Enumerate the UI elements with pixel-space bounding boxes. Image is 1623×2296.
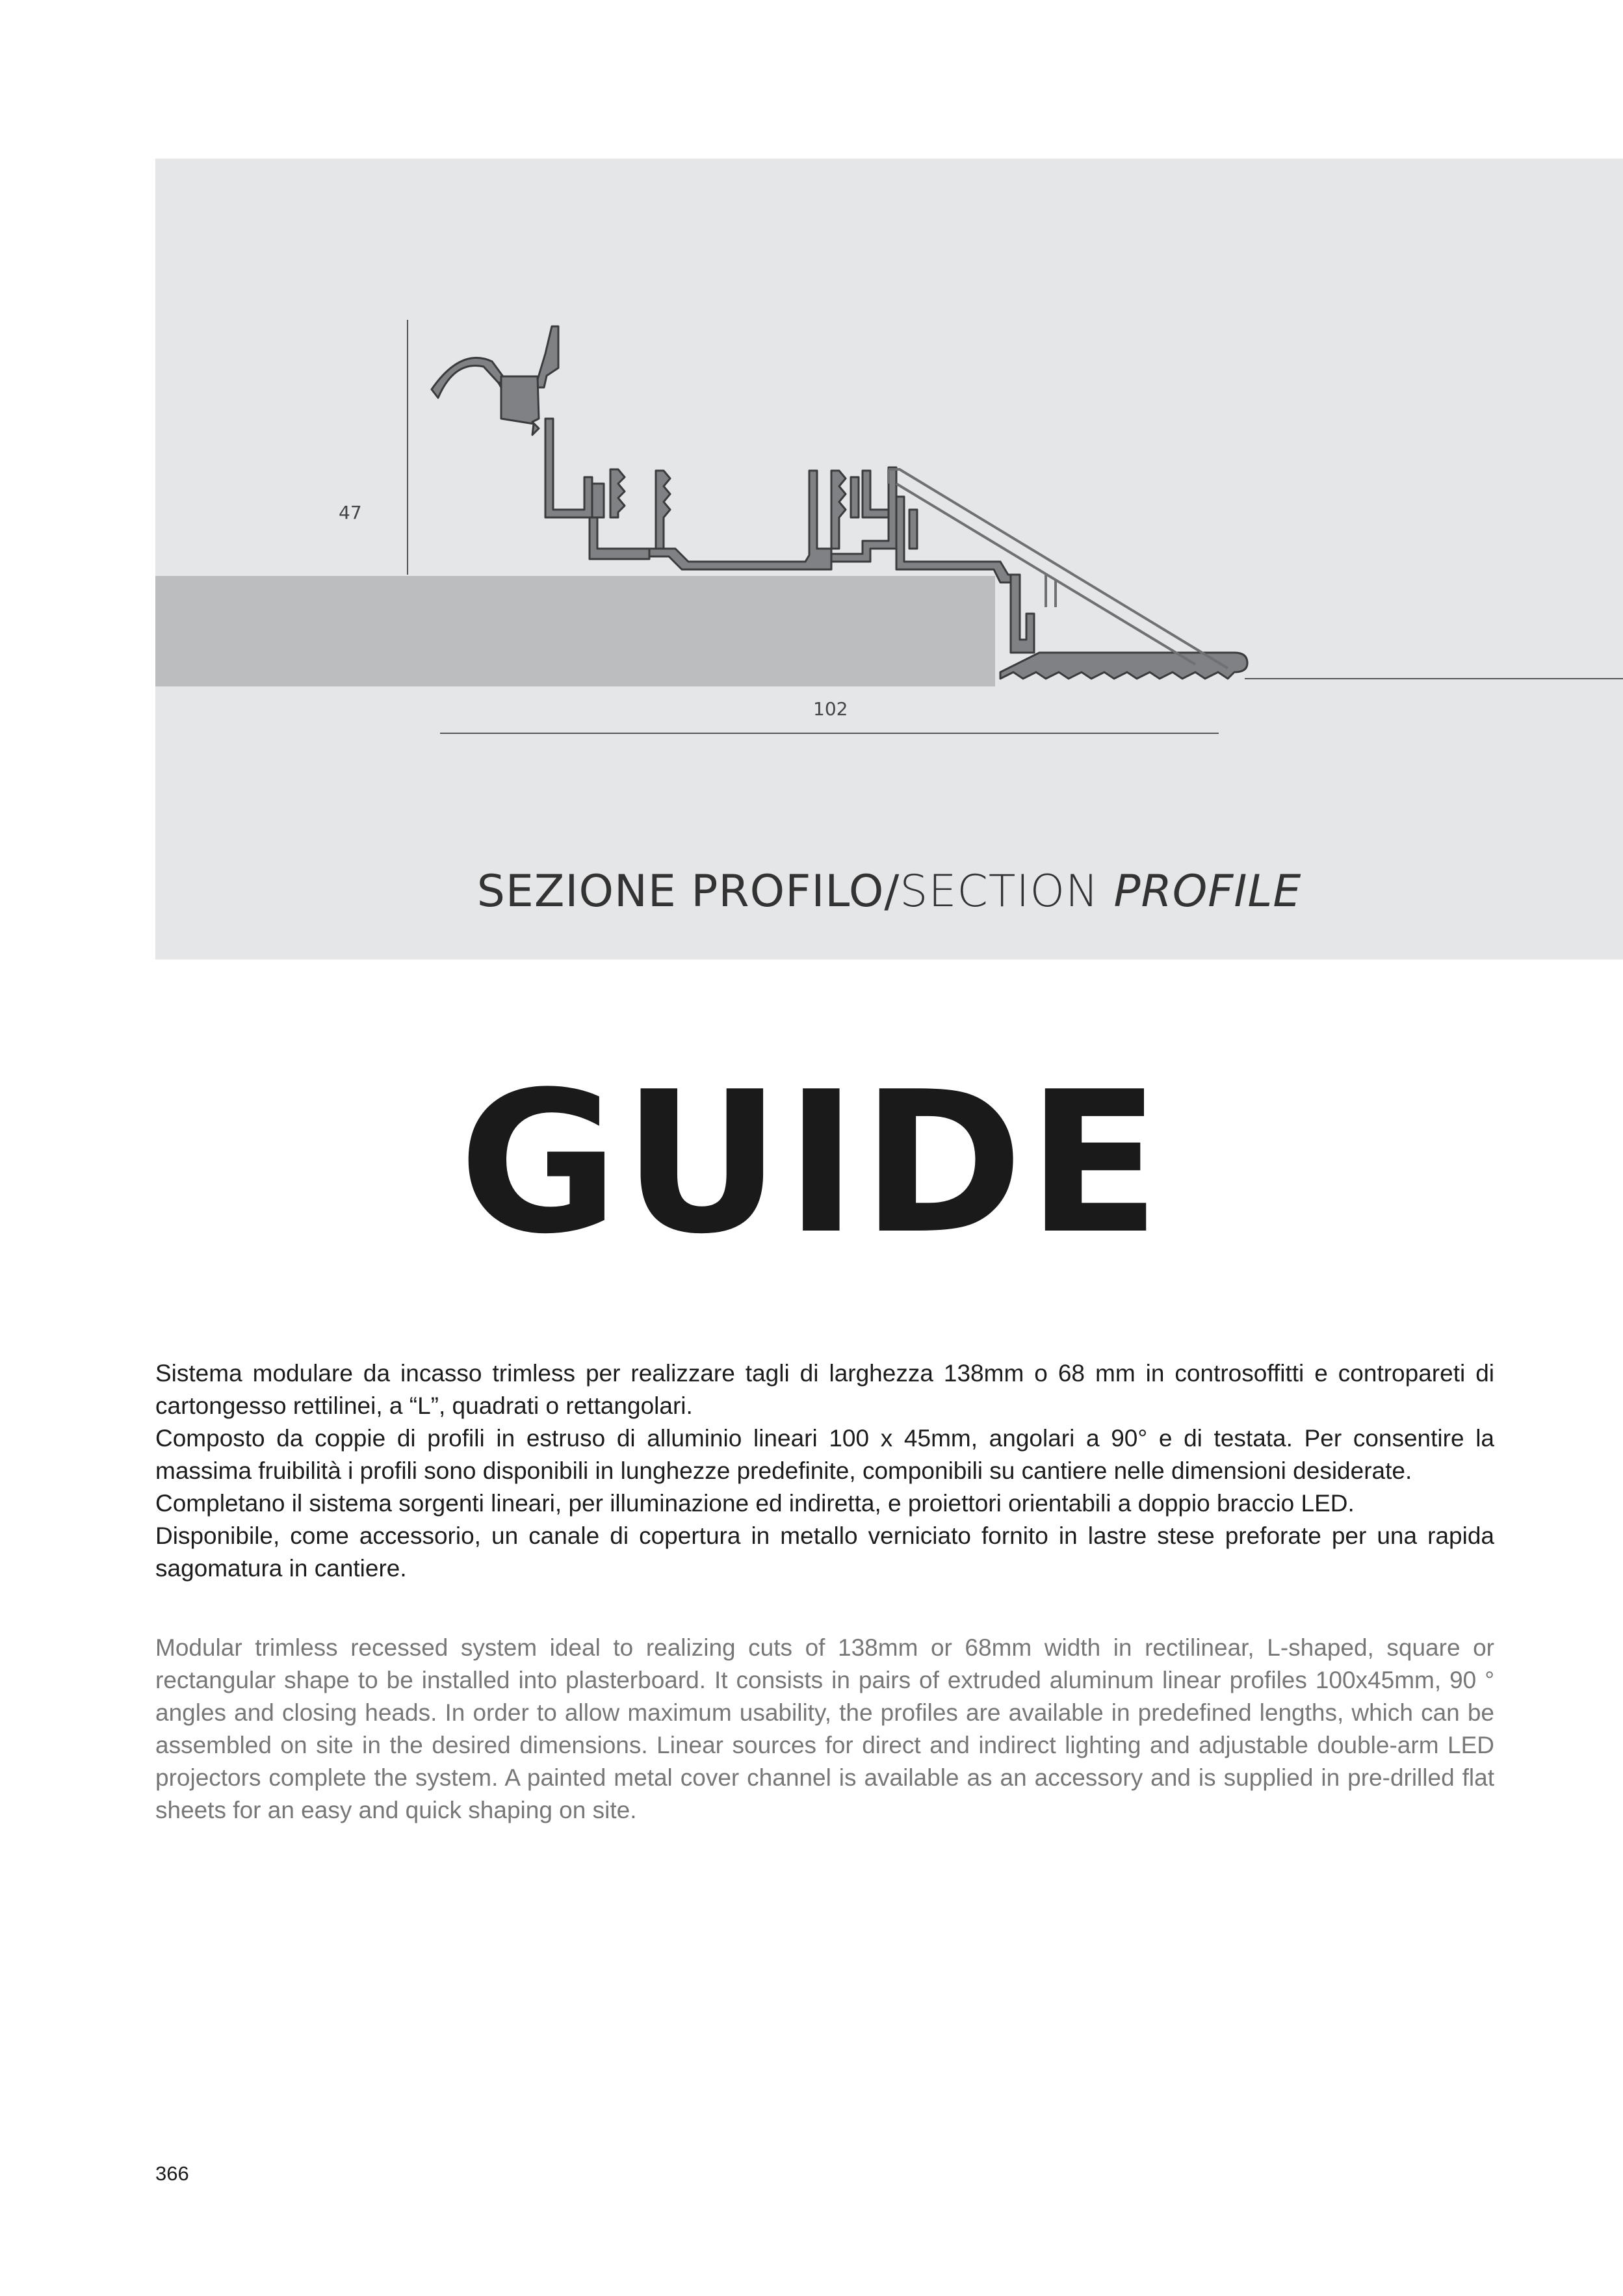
description-it-paragraph: Disponibile, come accessorio, un canale di copertura in metallo verniciato fornito in lastre stese preforate per una rapida sagomatura in cantiere. — [155, 1522, 1494, 1582]
plasterboard-block — [155, 576, 995, 686]
page-number: 366 — [155, 2162, 189, 2185]
description-english: Modular trimless recessed system ideal to realizing cuts of 138mm or 68mm width in rectilinear, L-shaped, square or rectangular shape to be installed into plasterboard. It consists in pairs of extruded aluminum linear profiles 100x45mm, 90 ° angles and closing heads. In order to allow maximum usability, the profiles are available in predefined lengths, which can be assembled on site in the desired dimensions. Linear sources for direct and indirect lighting and adjustable double-arm LED projectors complete the system. A painted metal cover channel is available as an accessory and is supplied in pre-drilled flat sheets for an easy and quick shaping on site. — [155, 1634, 1494, 1823]
description-it-paragraph: Sistema modulare da incasso trimless per realizzare tagli di larghezza 138mm o 68 mm in controsoffitti e contropareti di cartongesso rettilinei, a “L”, quadrati o rettangolari. — [155, 1360, 1494, 1419]
section-title-it: SEZIONE PROFILO — [476, 866, 885, 917]
description-italian — [155, 1357, 1494, 1585]
section-title-en: SECTION — [900, 866, 1114, 917]
section-profile-panel — [155, 159, 1623, 959]
width-dimension-label: 102 — [813, 698, 848, 720]
description-it-paragraph: Composto da coppie di profili in estruso di alluminio lineari 100 x 45mm, angolari a 90° e di testata. Per consentire la massima fruibilità i profili sono disponibili in lunghezze predefinite, componibili su cantiere nelle dimensioni desiderate. — [155, 1425, 1494, 1484]
page-title: GUIDE — [458, 1050, 1165, 1277]
profile-section-drawing — [155, 159, 1623, 959]
section-title — [155, 866, 1623, 917]
height-dimension-label: 47 — [339, 502, 362, 523]
section-title-slash: / — [884, 866, 900, 917]
description-it-paragraph: Completano il sistema sorgenti lineari, per illuminazione ed indiretta, e proiettori orientabili a doppio braccio LED. — [155, 1490, 1355, 1517]
section-title-en-italic: PROFILE — [1113, 866, 1302, 917]
